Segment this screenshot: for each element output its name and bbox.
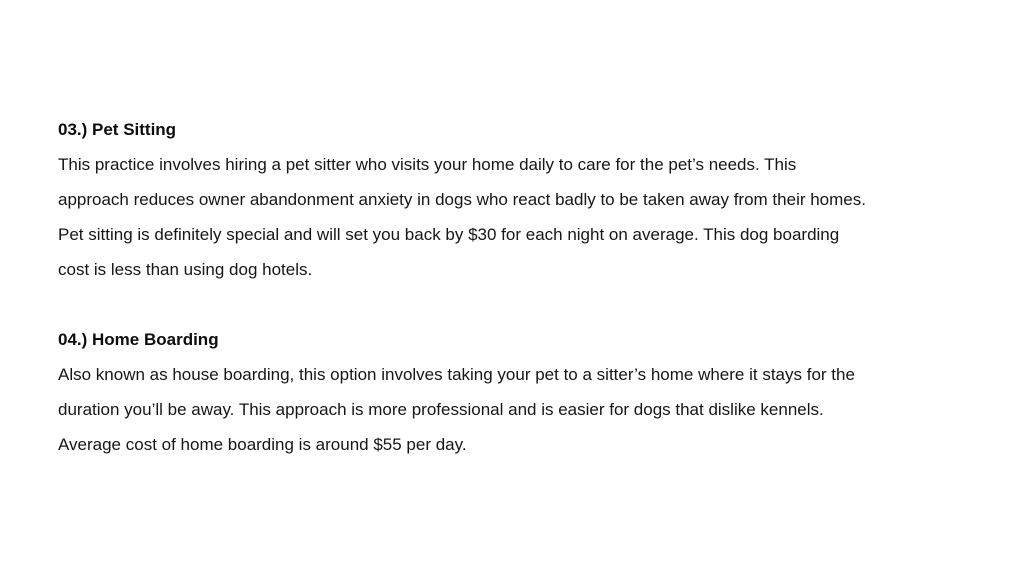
- section-paragraph: [58, 357, 988, 462]
- section-title: 04.) Home Boarding: [58, 330, 219, 349]
- paragraph-line: Also known as house boarding, this option involves taking your pet to a sitter’s home where it stays for the: [58, 365, 855, 384]
- paragraph-line: approach reduces owner abandonment anxiety in dogs who react badly to be taken away from their homes.: [58, 190, 866, 209]
- paragraph-line: duration you’ll be away. This approach is more professional and is easier for dogs that dislike kennels.: [58, 400, 824, 419]
- document-content: [58, 112, 988, 462]
- section-pet-sitting: [58, 112, 988, 287]
- paragraph-line: Average cost of home boarding is around $55 per day.: [58, 435, 467, 454]
- paragraph-line: cost is less than using dog hotels.: [58, 260, 313, 279]
- section-home-boarding: [58, 322, 988, 462]
- paragraph-line: This practice involves hiring a pet sitter who visits your home daily to care for the pet’s needs. This: [58, 155, 797, 174]
- section-title: 03.) Pet Sitting: [58, 120, 177, 139]
- paragraph-line: Pet sitting is definitely special and will set you back by $30 for each night on average. This dog boarding: [58, 225, 840, 244]
- section-paragraph: [58, 147, 988, 287]
